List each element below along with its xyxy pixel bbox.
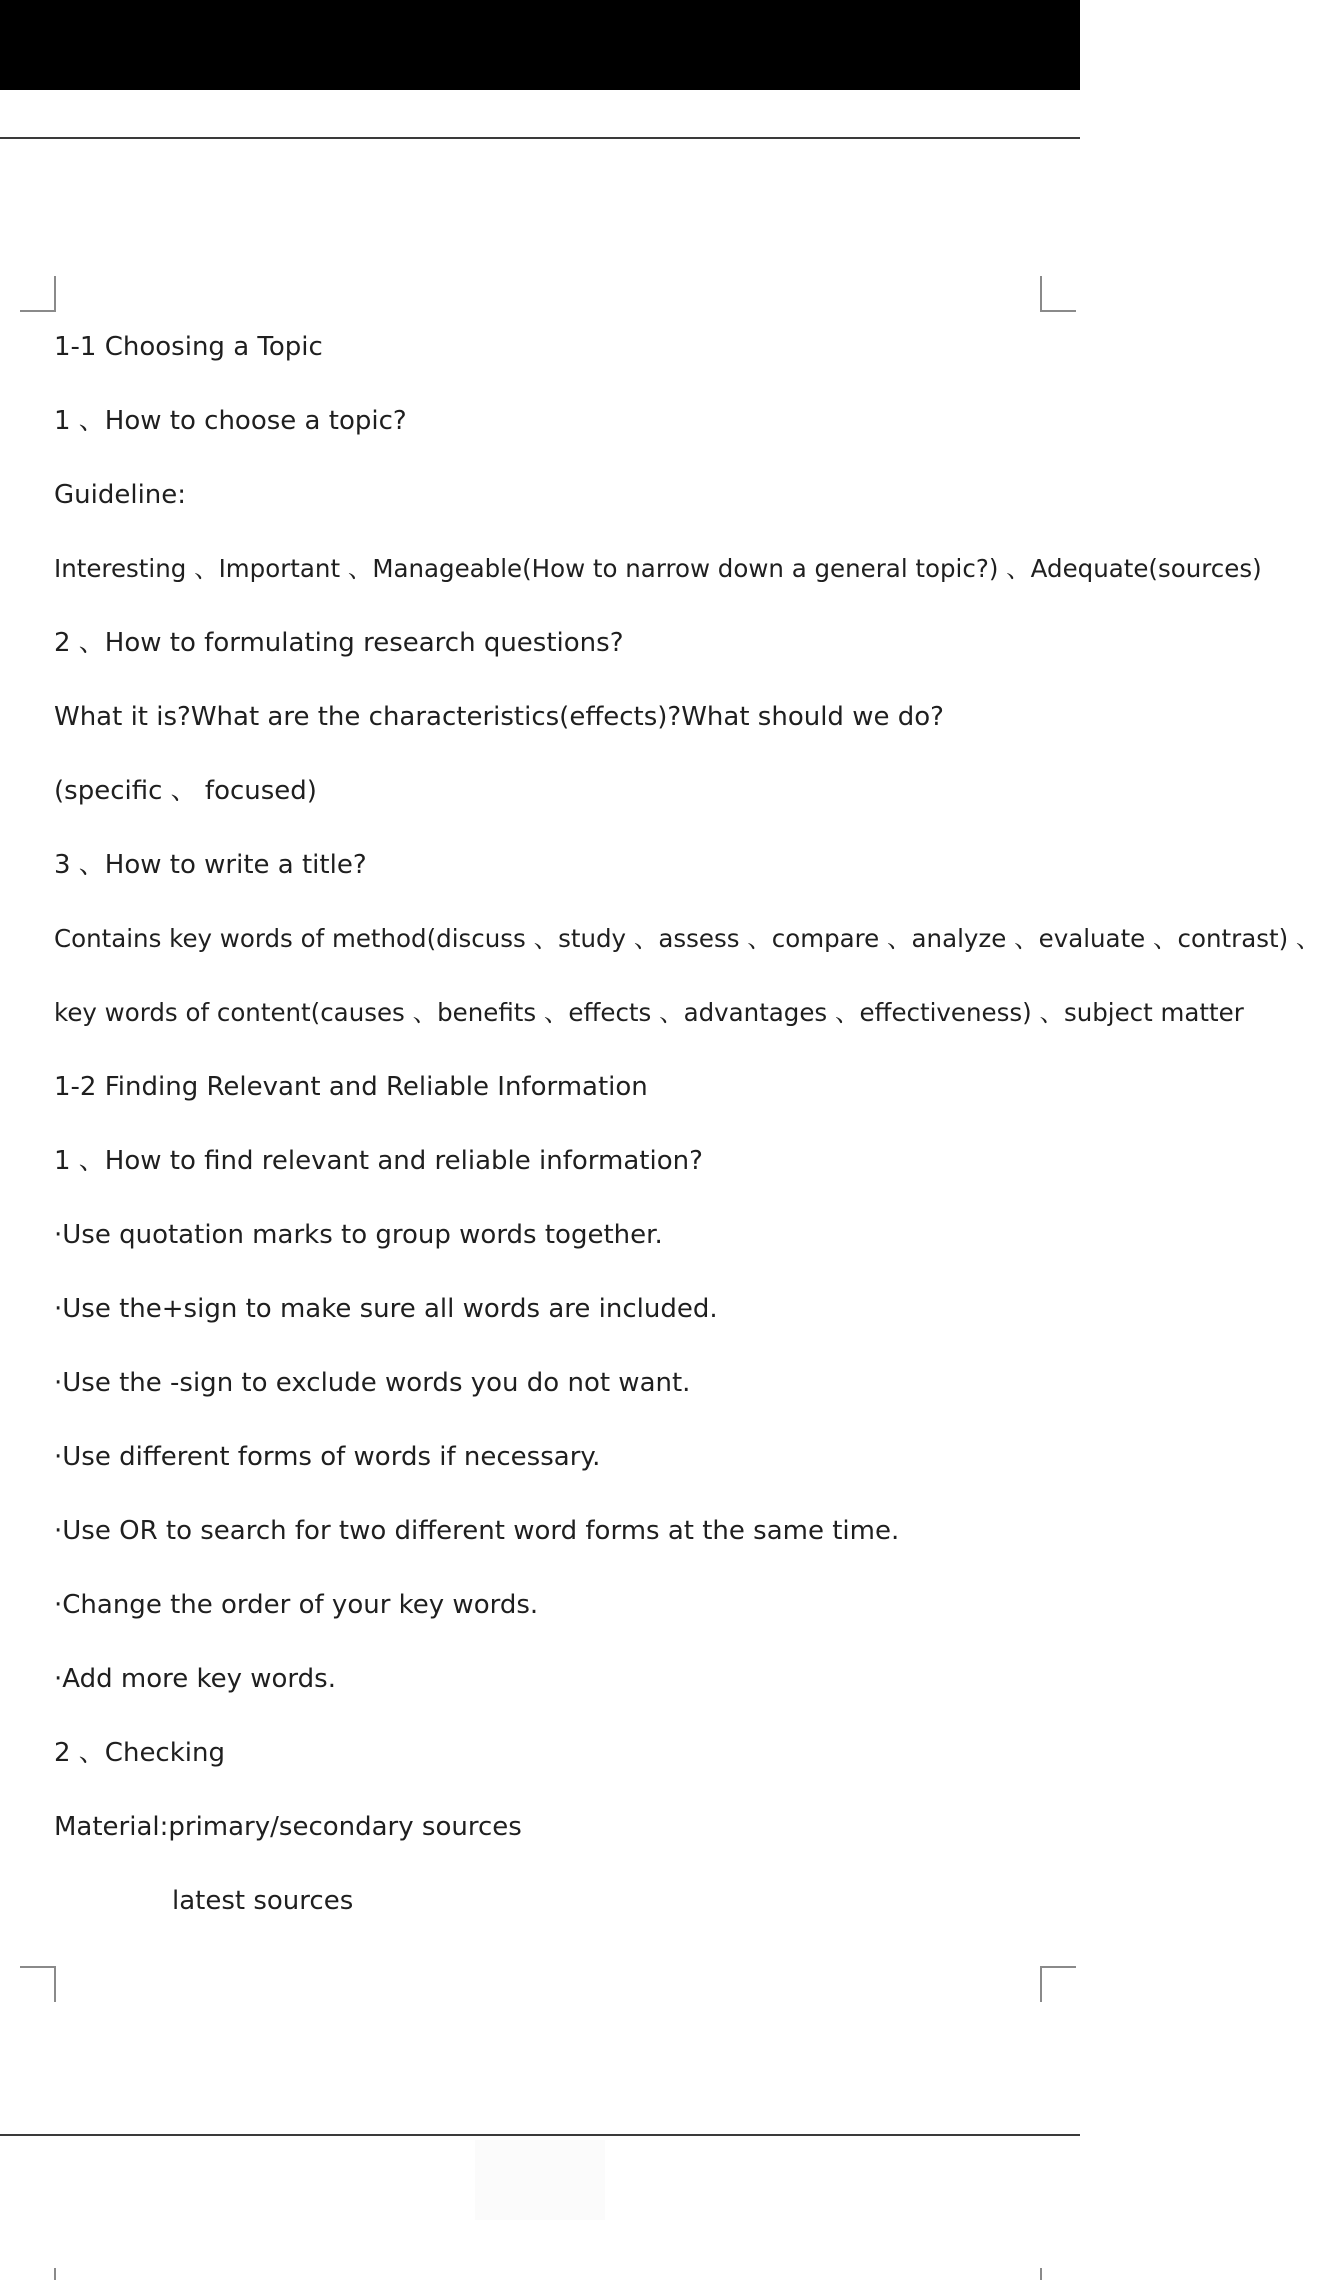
next-page-crop-mark-left: [54, 2268, 56, 2280]
question-heading: 1 、How to find relevant and reliable information?: [54, 1146, 703, 1176]
section-heading: 1-1 Choosing a Topic: [54, 332, 323, 362]
status-bar: [0, 0, 1080, 90]
question-heading: 3 、How to write a title?: [54, 850, 367, 880]
crop-mark-top-left: [20, 276, 56, 312]
question-heading: 2 、Checking: [54, 1738, 225, 1768]
section-heading: 1-2 Finding Relevant and Reliable Information: [54, 1072, 648, 1102]
page-top-divider: [0, 137, 1080, 139]
paragraph-line: Interesting 、Important 、Manageable(How to narrow down a general topic?) 、Adequate(sources): [54, 554, 1262, 583]
paragraph-line: Contains key words of method(discuss 、study 、assess 、compare 、analyze 、evaluate 、contrast) 、: [54, 924, 1320, 953]
question-heading: 2 、How to formulating research questions?: [54, 628, 624, 658]
paragraph-line: Material:primary/secondary sources: [54, 1812, 522, 1842]
question-heading: 1 、How to choose a topic?: [54, 406, 407, 436]
page-gap-shade: [475, 2140, 605, 2220]
next-page-crop-mark-right: [1040, 2268, 1042, 2280]
bullet-item: ·Use the -sign to exclude words you do not want.: [54, 1368, 691, 1398]
bullet-item: ·Use OR to search for two different word forms at the same time.: [54, 1516, 900, 1546]
crop-mark-top-right: [1040, 276, 1076, 312]
document-page: [0, 140, 1320, 2133]
bullet-item: ·Use quotation marks to group words together.: [54, 1220, 663, 1250]
bullet-item: ·Add more key words.: [54, 1664, 336, 1694]
page-bottom-divider: [0, 2134, 1080, 2136]
paragraph-line: key words of content(causes 、benefits 、effects 、advantages 、effectiveness) 、subject matter: [54, 998, 1244, 1027]
crop-mark-bottom-right: [1040, 1966, 1076, 2002]
bullet-item: ·Use different forms of words if necessary.: [54, 1442, 601, 1472]
bullet-item: ·Change the order of your key words.: [54, 1590, 539, 1620]
crop-mark-bottom-left: [20, 1966, 56, 2002]
paragraph-line: (specific 、 focused): [54, 776, 317, 806]
paragraph-line: latest sources: [172, 1886, 354, 1916]
paragraph-line: What it is?What are the characteristics(effects)?What should we do?: [54, 702, 944, 732]
paragraph-line: Guideline:: [54, 480, 187, 510]
bullet-item: ·Use the+sign to make sure all words are included.: [54, 1294, 718, 1324]
